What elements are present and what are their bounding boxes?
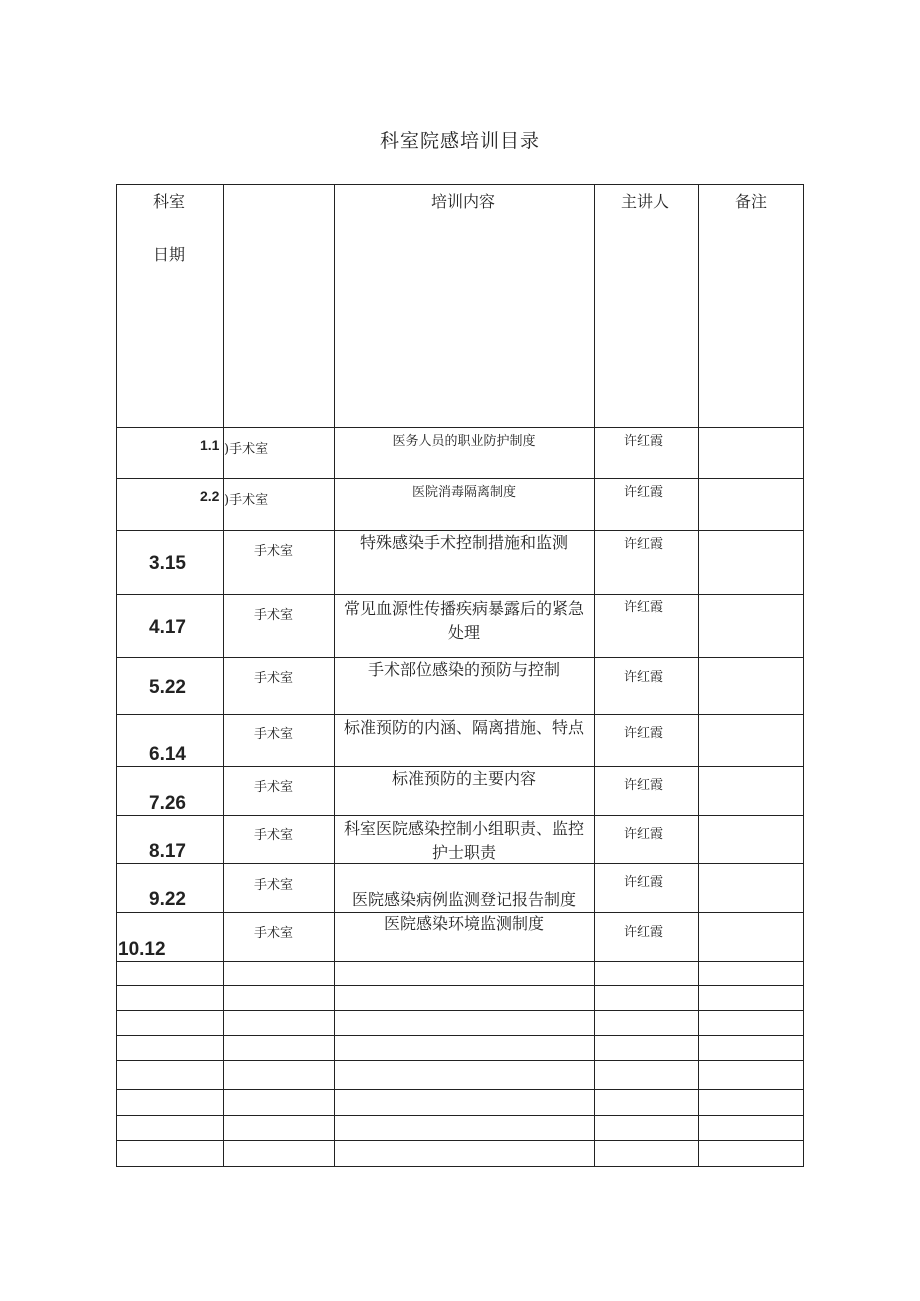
row-content: 标准预防的主要内容 bbox=[391, 769, 536, 788]
row-date: 2.2 bbox=[200, 488, 220, 504]
row-divider bbox=[117, 478, 803, 479]
row-divider bbox=[117, 985, 803, 986]
row-divider bbox=[117, 961, 803, 962]
row-dept: 手术室 bbox=[254, 544, 294, 559]
row-speaker: 许红霞 bbox=[624, 726, 664, 741]
header-content: 培训内容 bbox=[431, 192, 496, 211]
row-speaker: 许红霞 bbox=[624, 434, 664, 449]
row-speaker: 许红霞 bbox=[624, 485, 664, 500]
row-content: 特殊感染手术控制措施和监测 bbox=[359, 533, 568, 552]
column-divider bbox=[698, 185, 699, 1166]
training-table bbox=[116, 184, 804, 1167]
row-divider bbox=[117, 1140, 803, 1141]
row-dept: )手术室 bbox=[224, 493, 269, 508]
header-speaker: 主讲人 bbox=[621, 192, 670, 211]
row-divider bbox=[117, 1115, 803, 1116]
row-content: 常见血源性传播疾病暴露后的紧急 bbox=[343, 599, 584, 618]
row-dept: 手术室 bbox=[254, 608, 294, 623]
row-date: 9.22 bbox=[149, 889, 186, 910]
row-content: 护士职责 bbox=[431, 843, 496, 862]
row-divider bbox=[117, 714, 803, 715]
header-dept: 科室 bbox=[153, 192, 186, 211]
row-date: 1.1 bbox=[200, 437, 220, 453]
row-speaker: 许红霞 bbox=[624, 827, 664, 842]
row-divider bbox=[117, 1035, 803, 1036]
row-date: 4.17 bbox=[149, 617, 186, 638]
row-content: 标准预防的内涵、隔离措施、特点 bbox=[343, 718, 584, 737]
row-divider bbox=[117, 1010, 803, 1011]
row-date: 5.22 bbox=[149, 677, 186, 698]
column-divider bbox=[594, 185, 595, 1166]
row-dept: 手术室 bbox=[254, 926, 294, 941]
row-content: 医院消毒隔离制度 bbox=[411, 485, 516, 500]
row-content: 医院感染环境监测制度 bbox=[383, 914, 544, 933]
row-date: 10.12 bbox=[118, 939, 166, 960]
row-dept: 手术室 bbox=[254, 828, 294, 843]
row-speaker: 许红霞 bbox=[624, 600, 664, 615]
row-content: 医务人员的职业防护制度 bbox=[392, 434, 536, 449]
header-remark: 备注 bbox=[735, 192, 768, 211]
row-dept: 手术室 bbox=[254, 780, 294, 795]
row-date: 7.26 bbox=[149, 793, 186, 814]
row-dept: 手术室 bbox=[254, 878, 294, 893]
row-speaker: 许红霞 bbox=[624, 778, 664, 793]
row-dept: 手术室 bbox=[254, 727, 294, 742]
row-content: 科室医院感染控制小组职责、监控 bbox=[343, 819, 584, 838]
row-date: 6.14 bbox=[149, 744, 186, 765]
row-divider bbox=[117, 815, 803, 816]
row-content: 手术部位感染的预防与控制 bbox=[367, 660, 560, 679]
row-content: 处理 bbox=[447, 623, 480, 642]
row-date: 3.15 bbox=[149, 553, 186, 574]
row-dept: )手术室 bbox=[224, 442, 269, 457]
page-title: 科室院感培训目录 bbox=[379, 130, 540, 152]
row-speaker: 许红霞 bbox=[624, 537, 664, 552]
row-speaker: 许红霞 bbox=[624, 925, 664, 940]
column-divider bbox=[223, 185, 224, 1166]
row-divider bbox=[117, 427, 803, 428]
row-dept: 手术室 bbox=[254, 671, 294, 686]
row-content: 医院感染病例监测登记报告制度 bbox=[351, 890, 576, 909]
row-divider bbox=[117, 594, 803, 595]
row-date: 8.17 bbox=[149, 841, 186, 862]
row-divider bbox=[117, 1060, 803, 1061]
row-speaker: 许红霞 bbox=[624, 875, 664, 890]
header-date: 日期 bbox=[153, 245, 186, 264]
row-divider bbox=[117, 1089, 803, 1090]
row-speaker: 许红霞 bbox=[624, 670, 664, 685]
